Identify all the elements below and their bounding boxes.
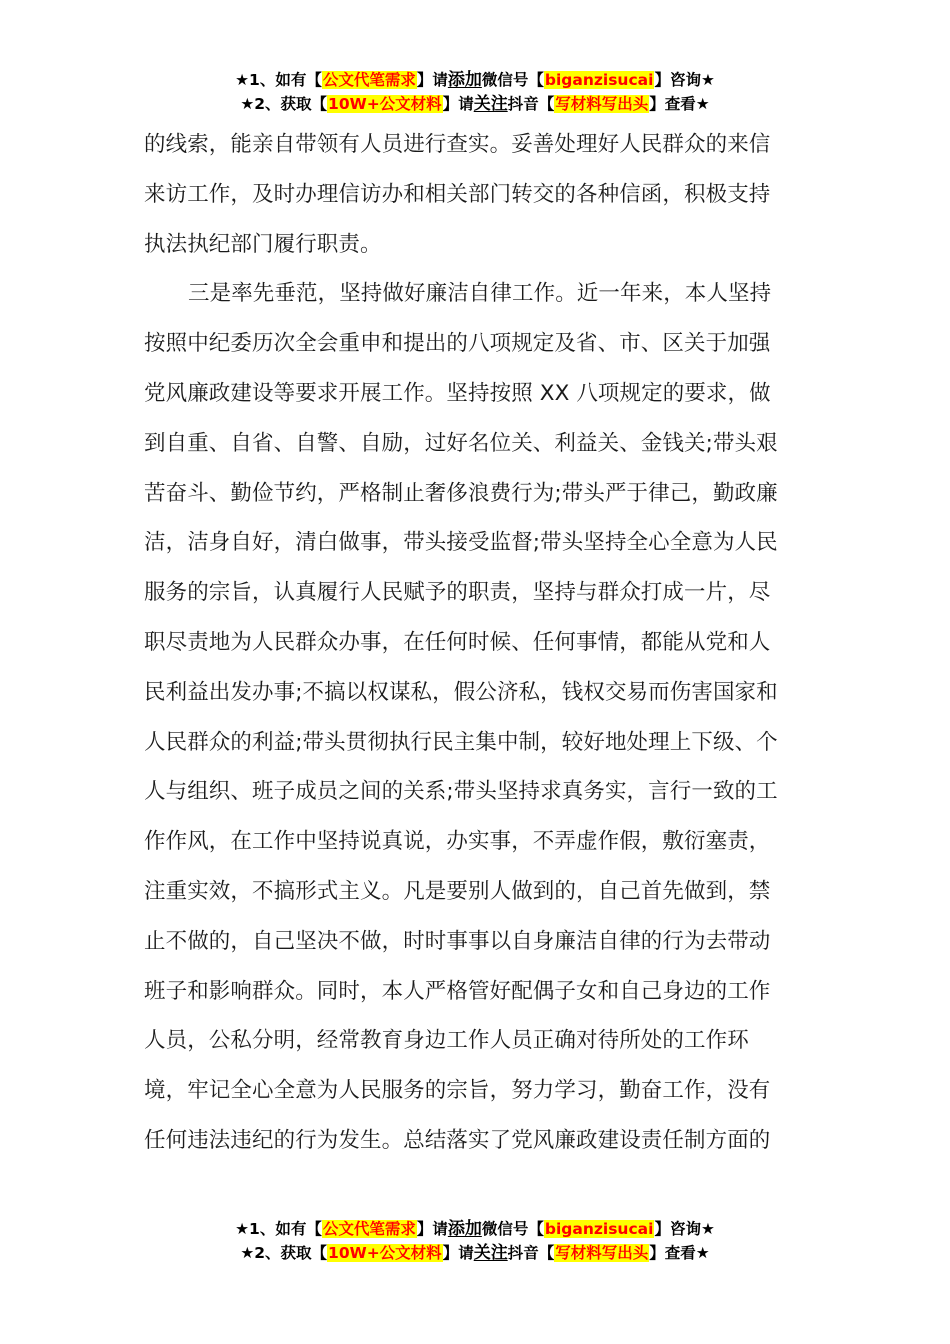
document-body [144, 120, 806, 1166]
header-line-2-emphasis: 关注 [473, 94, 508, 114]
paragraph-line: 按照中纪委历次全会重申和提出的八项规定及省、市、区关于加强 [144, 331, 771, 357]
header-line-2-mid1: 】请 [442, 95, 474, 113]
footer-highlight-service: 公文代笔需求 [322, 1220, 416, 1238]
footer-line-1-prefix: ★1、如有【 [235, 1220, 322, 1238]
footer-line-1 [0, 1217, 950, 1241]
paragraph-line: 人民群众的利益;带头贯彻执行民主集中制，较好地处理上下级、个 [144, 729, 778, 755]
paragraph-line: 党风廉政建设等要求开展工作。坚持按照 XX 八项规定的要求，做 [144, 380, 771, 406]
footer-line-2-mid2: 抖音【 [507, 1244, 555, 1262]
footer-line-2-mid1: 】请 [442, 1244, 474, 1262]
header-line-2-mid2: 抖音【 [507, 95, 555, 113]
footer-line-1-suffix: 】咨询★ [654, 1220, 715, 1238]
paragraph-line: 境，牢记全心全意为人民服务的宗旨，努力学习，勤奋工作，没有 [144, 1078, 771, 1104]
footer-line-2-suffix: 】查看★ [649, 1244, 710, 1262]
header-line-1-mid1: 】请 [416, 71, 448, 89]
header-highlight-wechat-id: biganzisucai [544, 71, 654, 89]
paragraph-line: 班子和影响群众。同时，本人严格管好配偶子女和自己身边的工作 [144, 978, 771, 1004]
footer-highlight-douyin: 写材料写出头 [555, 1244, 649, 1262]
header-highlight-service: 公文代笔需求 [322, 71, 416, 89]
paragraph-line: 的线索，能亲自带领有人员进行查实。妥善处理好人民群众的来信 [144, 132, 771, 157]
paragraph-line: 任何违法违纪的行为发生。总结落实了党风廉政建设责任制方面的 [144, 1127, 771, 1153]
paragraph-line: 民利益出发办事;不搞以权谋私，假公济私，钱权交易而伤害国家和 [144, 679, 778, 705]
header-line-1-prefix: ★1、如有【 [235, 71, 322, 89]
footer-line-2 [0, 1241, 950, 1265]
footer-line-2-prefix: ★2、获取【 [240, 1244, 328, 1262]
footer-line-1-mid2: 微信号【 [481, 1220, 544, 1238]
paragraph-line: 人员，公私分明，经常教育身边工作人员正确对待所处的工作环 [144, 1028, 749, 1054]
header-line-2-prefix: ★2、获取【 [240, 95, 328, 113]
footer-line-1-emphasis: 添加 [447, 1219, 482, 1239]
header-highlight-materials: 10W+公文材料 [328, 95, 442, 113]
header-line-1-mid2: 微信号【 [481, 71, 544, 89]
paragraph-line: 三是率先垂范，坚持做好廉洁自律工作。近一年来，本人坚持 [188, 281, 772, 307]
paragraph-line: 止不做的，自己坚决不做，时时事事以自身廉洁自律的行为去带动 [144, 928, 771, 954]
paragraph-line: 注重实效，不搞形式主义。凡是要别人做到的，自己首先做到，禁 [144, 878, 771, 904]
paragraph-line: 职尽责地为人民群众办事，在任何时候、任何事情，都能从党和人 [144, 629, 771, 655]
paragraph-line: 洁，洁身自好，清白做事，带头接受监督;带头坚持全心全意为人民 [144, 530, 778, 556]
footer-line-1-mid1: 】请 [416, 1220, 448, 1238]
footer-highlight-wechat-id: biganzisucai [544, 1220, 654, 1238]
footer-banner [0, 1217, 950, 1265]
paragraph-line: 作作风，在工作中坚持说真说，办实事，不弄虚作假，敷衍塞责， [144, 829, 771, 855]
paragraph-line: 来访工作，及时办理信访办和相关部门转交的各种信函，积极支持 [144, 181, 771, 207]
footer-line-2-emphasis: 关注 [473, 1243, 508, 1263]
header-banner [0, 68, 950, 116]
header-line-2-suffix: 】查看★ [649, 95, 710, 113]
paragraph-line: 到自重、自省、自警、自励，过好名位关、利益关、金钱关;带头艰 [144, 430, 778, 456]
header-line-1 [0, 68, 950, 92]
header-line-2 [0, 92, 950, 116]
footer-highlight-materials: 10W+公文材料 [328, 1244, 442, 1262]
paragraph-1 [144, 120, 806, 269]
header-line-1-emphasis: 添加 [447, 70, 482, 90]
header-line-1-suffix: 】咨询★ [654, 71, 715, 89]
paragraph-2 [144, 269, 806, 1165]
paragraph-line: 执法执纪部门履行职责。 [144, 231, 382, 257]
paragraph-line: 苦奋斗、勤俭节约，严格制止奢侈浪费行为;带头严于律己，勤政廉 [144, 480, 778, 506]
paragraph-line: 服务的宗旨，认真履行人民赋予的职责，坚持与群众打成一片，尽 [144, 580, 771, 606]
header-highlight-douyin: 写材料写出头 [555, 95, 649, 113]
paragraph-line: 人与组织、班子成员之间的关系;带头坚持求真务实，言行一致的工 [144, 779, 778, 805]
